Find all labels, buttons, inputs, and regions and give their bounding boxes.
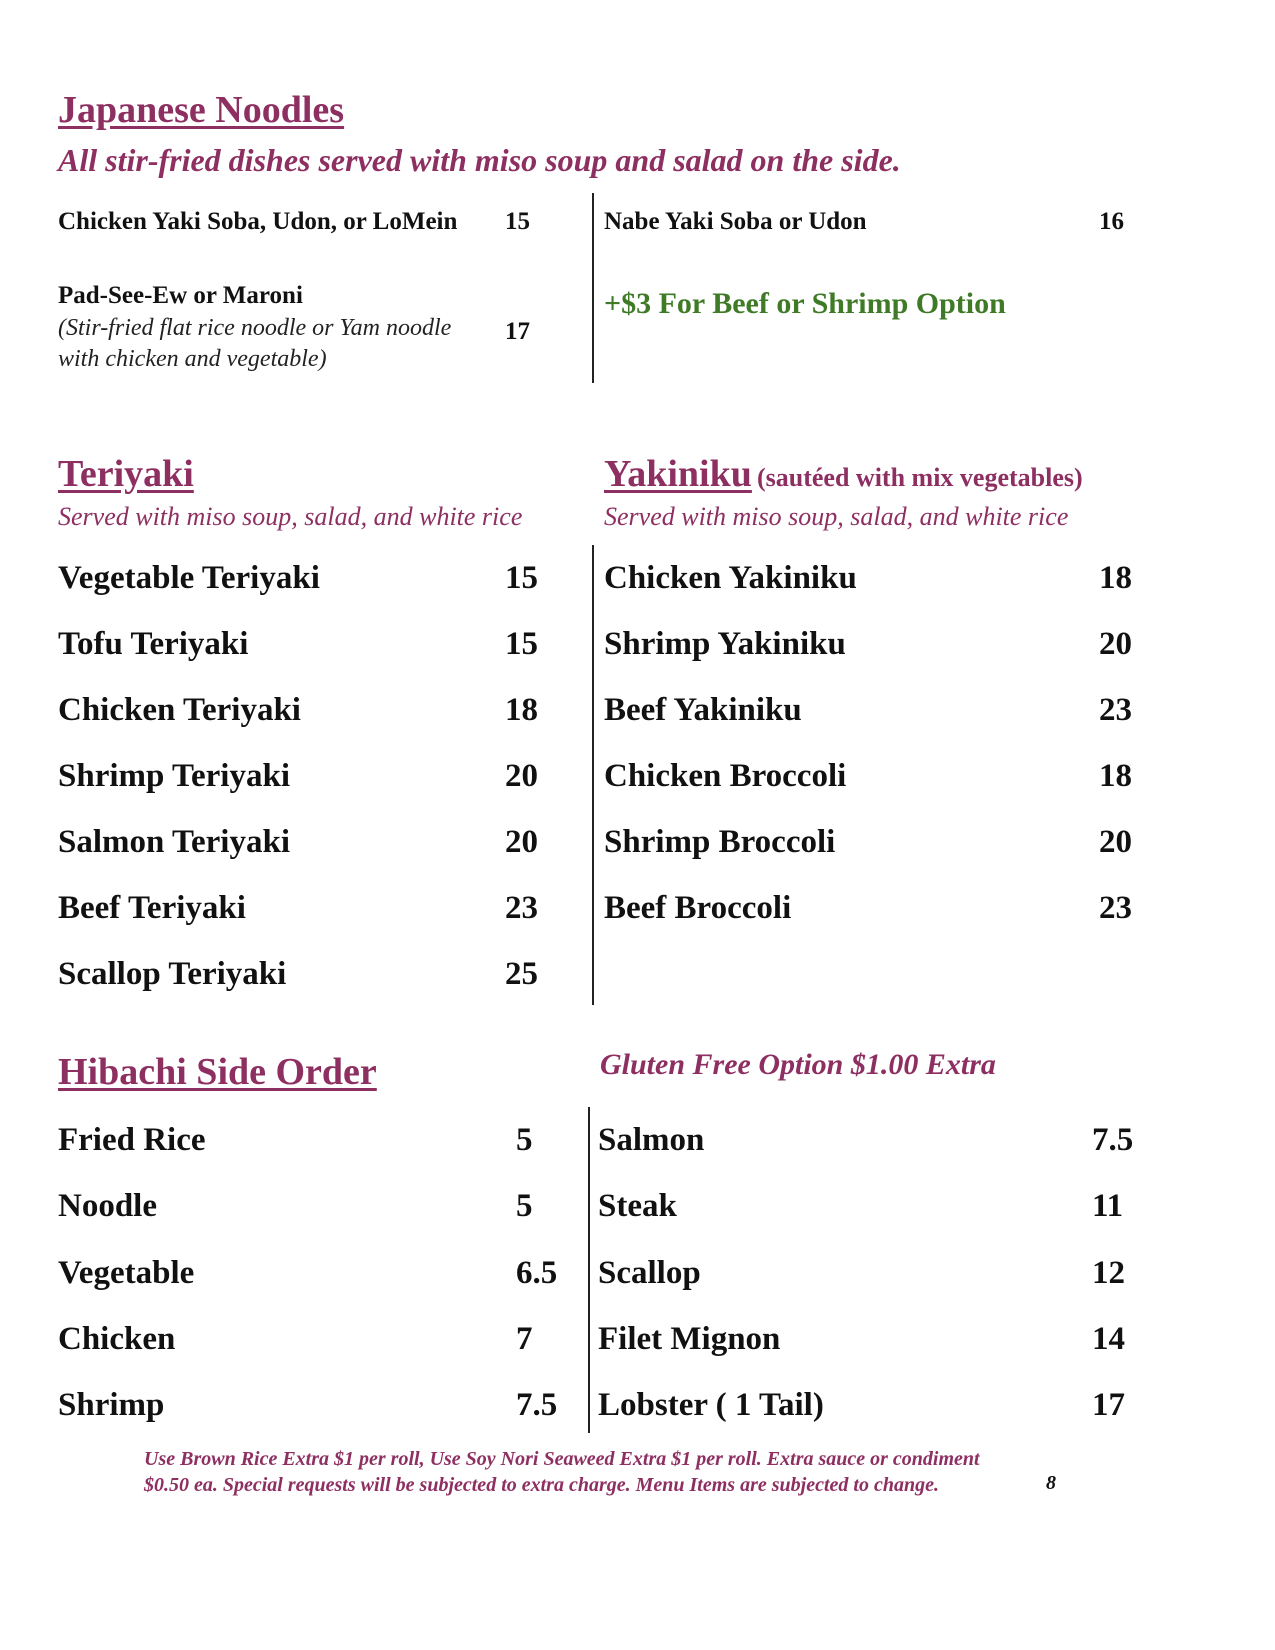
beef-shrimp-option-note: +$3 For Beef or Shrimp Option (604, 287, 1006, 320)
noodle-item-name: Nabe Yaki Soba or Udon (604, 208, 867, 235)
page-number: 8 (1046, 1472, 1056, 1494)
yakiniku-item-name: Shrimp Broccoli (604, 824, 836, 860)
noodle-item-description: (Stir-fried flat rice noodle or Yam noodle (58, 315, 452, 341)
hibachi-item-price: 11 (1092, 1188, 1124, 1224)
teriyaki-title: Teriyaki (58, 453, 194, 495)
teriyaki-item-price: 15 (505, 626, 538, 662)
hibachi-item-name: Fried Rice (58, 1122, 206, 1158)
column-divider (592, 193, 594, 383)
hibachi-item-price: 12 (1092, 1255, 1125, 1291)
teriyaki-item-price: 18 (505, 692, 538, 728)
footer-line-text: $0.50 ea. Special requests will be subjected to extra charge. Menu Items are subjected to change. (144, 1474, 939, 1496)
yakiniku-item-name: Chicken Broccoli (604, 758, 847, 794)
column-divider (592, 545, 594, 1005)
noodle-item-name: Chicken Yaki Soba, Udon, or LoMein (58, 208, 458, 235)
teriyaki-item-price: 23 (505, 890, 538, 926)
yakiniku-item-price: 18 (1099, 560, 1132, 596)
yakiniku-title-note: (sautéed with mix vegetables) (756, 463, 1083, 492)
hibachi-item-name: Scallop (598, 1255, 701, 1291)
noodle-item-price: 17 (505, 318, 530, 345)
hibachi-item-name: Vegetable (58, 1255, 195, 1291)
hibachi-item-name: Salmon (598, 1122, 705, 1158)
yakiniku-item-price: 18 (1099, 758, 1132, 794)
teriyaki-item-name: Salmon Teriyaki (58, 824, 290, 860)
yakiniku-item-price: 23 (1099, 890, 1132, 926)
yakiniku-item-name: Beef Yakiniku (604, 692, 802, 728)
teriyaki-item-name: Beef Teriyaki (58, 890, 246, 926)
yakiniku-item-price: 23 (1099, 692, 1132, 728)
yakiniku-heading (604, 452, 1083, 496)
teriyaki-item-name: Shrimp Teriyaki (58, 758, 290, 794)
yakiniku-title: Yakiniku (604, 453, 752, 495)
teriyaki-item-price: 25 (505, 956, 538, 992)
hibachi-item-name: Shrimp (58, 1387, 165, 1423)
yakiniku-item-name: Shrimp Yakiniku (604, 626, 846, 662)
hibachi-item-price: 14 (1092, 1321, 1125, 1357)
hibachi-item-price: 6.5 (516, 1255, 558, 1291)
footer-line (144, 1472, 1084, 1498)
teriyaki-item-price: 20 (505, 824, 538, 860)
footer-note (144, 1446, 1084, 1498)
hibachi-item-price: 7 (516, 1321, 533, 1357)
japanese-noodles-subtitle: All stir-fried dishes served with miso soup and salad on the side. (58, 142, 901, 178)
teriyaki-item-price: 20 (505, 758, 538, 794)
teriyaki-item-name: Chicken Teriyaki (58, 692, 301, 728)
hibachi-item-price: 5 (516, 1122, 533, 1158)
noodle-item-description: with chicken and vegetable) (58, 346, 327, 372)
yakiniku-subtitle: Served with miso soup, salad, and white rice (604, 502, 1069, 531)
hibachi-item-price: 17 (1092, 1387, 1125, 1423)
hibachi-title: Hibachi Side Order (58, 1051, 377, 1093)
teriyaki-item-name: Tofu Teriyaki (58, 626, 249, 662)
yakiniku-item-price: 20 (1099, 824, 1132, 860)
noodle-item-price: 16 (1099, 208, 1124, 235)
noodle-item-name: Pad-See-Ew or Maroni (58, 282, 303, 309)
yakiniku-item-name: Chicken Yakiniku (604, 560, 857, 596)
teriyaki-subtitle: Served with miso soup, salad, and white rice (58, 502, 523, 531)
hibachi-item-name: Chicken (58, 1321, 176, 1357)
column-divider (588, 1107, 590, 1433)
hibachi-item-name: Noodle (58, 1188, 157, 1224)
teriyaki-item-name: Scallop Teriyaki (58, 956, 287, 992)
hibachi-item-price: 7.5 (516, 1387, 558, 1423)
footer-line: Use Brown Rice Extra $1 per roll, Use Soy Nori Seaweed Extra $1 per roll. Extra sauce or condiment (144, 1448, 980, 1470)
hibachi-item-name: Filet Mignon (598, 1321, 781, 1357)
hibachi-item-price: 5 (516, 1188, 533, 1224)
hibachi-item-name: Lobster ( 1 Tail) (598, 1387, 824, 1423)
teriyaki-item-name: Vegetable Teriyaki (58, 560, 320, 596)
noodle-item-price: 15 (505, 208, 530, 235)
yakiniku-item-name: Beef Broccoli (604, 890, 792, 926)
hibachi-item-name: Steak (598, 1188, 677, 1224)
japanese-noodles-title: Japanese Noodles (58, 89, 345, 131)
hibachi-item-price: 7.5 (1092, 1122, 1134, 1158)
gluten-free-note: Gluten Free Option $1.00 Extra (600, 1048, 996, 1081)
teriyaki-item-price: 15 (505, 560, 538, 596)
yakiniku-item-price: 20 (1099, 626, 1132, 662)
